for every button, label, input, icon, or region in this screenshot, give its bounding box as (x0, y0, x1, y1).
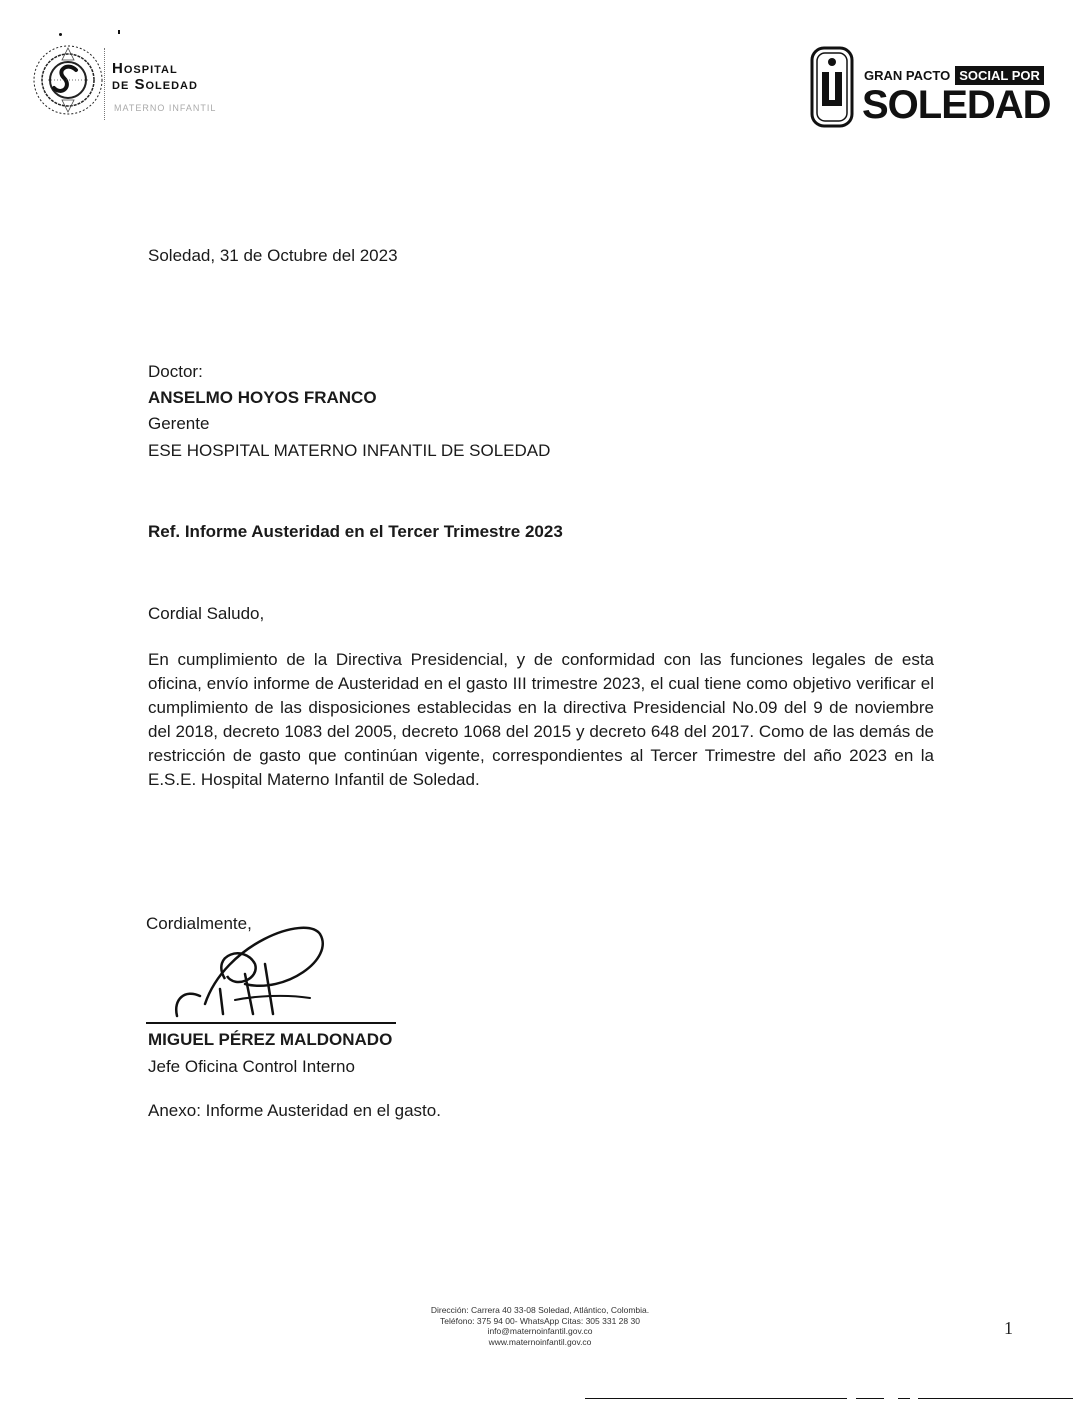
footer-rule (898, 1398, 910, 1399)
scan-speck (59, 33, 62, 36)
campaign-tagline-box: SOCIAL POR (955, 66, 1044, 85)
letter-body-paragraph: En cumplimiento de la Directiva Presidencial, y de conformidad con las funciones legales de esta oficina, envío informe de Austeridad en el gasto III trimestre 2023, el cual tiene como objetivo verificar el cumplimiento de las disposiciones establecidas en la directiva Presidencial No.09 del 9 de noviembre del 2018, decreto 1083 del 2005, decreto 1068 del 2015 y decreto 648 del 2017. Como de las demás de restricción de gasto que continúan vigente, correspondientes al Tercer Trimestre del año 2023 en la E.S.E. Hospital Materno Infantil de Soledad. (148, 650, 934, 789)
hospital-name (112, 61, 198, 93)
recipient-name: ANSELMO HOYOS FRANCO (148, 388, 377, 407)
signer-role: Jefe Oficina Control Interno (148, 1057, 355, 1076)
letter-reference: Ref. Informe Austeridad en el Tercer Trimestre 2023 (148, 522, 563, 541)
signer-name: MIGUEL PÉREZ MALDONADO (148, 1030, 393, 1049)
recipient-role: Gerente (148, 414, 210, 433)
hospital-subtitle: MATERNO INFANTIL (114, 103, 217, 113)
signature-line (146, 1022, 396, 1024)
campaign-title: SOLEDAD (862, 83, 1051, 127)
hospital-seal-logo (28, 40, 108, 120)
footer-website: www.maternoinfantil.gov.co (488, 1336, 592, 1347)
footer-rule (856, 1398, 884, 1399)
campaign-tagline-text: GRAN PACTO (864, 68, 951, 83)
footer-rule (918, 1398, 1073, 1399)
handwritten-signature (165, 904, 345, 1022)
footer-phones: Teléfono: 375 94 00- WhatsApp Citas: 305 331 28 30 (440, 1315, 640, 1326)
hospital-name-line1: Hospital (112, 60, 178, 77)
campaign-shield-logo (810, 46, 854, 128)
scan-speck (118, 30, 120, 34)
letter-date: Soledad, 31 de Octubre del 2023 (148, 246, 398, 265)
letter-greeting: Cordial Saludo, (148, 604, 265, 623)
recipient-organization: ESE HOSPITAL MATERNO INFANTIL DE SOLEDAD (148, 441, 551, 460)
footer-email: info@maternoinfantil.gov.co (487, 1326, 593, 1336)
footer-rule (585, 1398, 847, 1399)
hospital-name-line2: de Soledad (112, 76, 198, 93)
letter-closing: Cordialmente, (146, 914, 252, 933)
page-number: 1 (1004, 1318, 1013, 1338)
recipient-title: Doctor: (148, 362, 203, 381)
logo-divider (104, 48, 105, 120)
footer-address: Dirección: Carrera 40 33-08 Soledad, Atlántico, Colombia. (430, 1305, 650, 1315)
letter-annex: Anexo: Informe Austeridad en el gasto. (148, 1101, 441, 1120)
footer-contact (300, 1305, 780, 1347)
